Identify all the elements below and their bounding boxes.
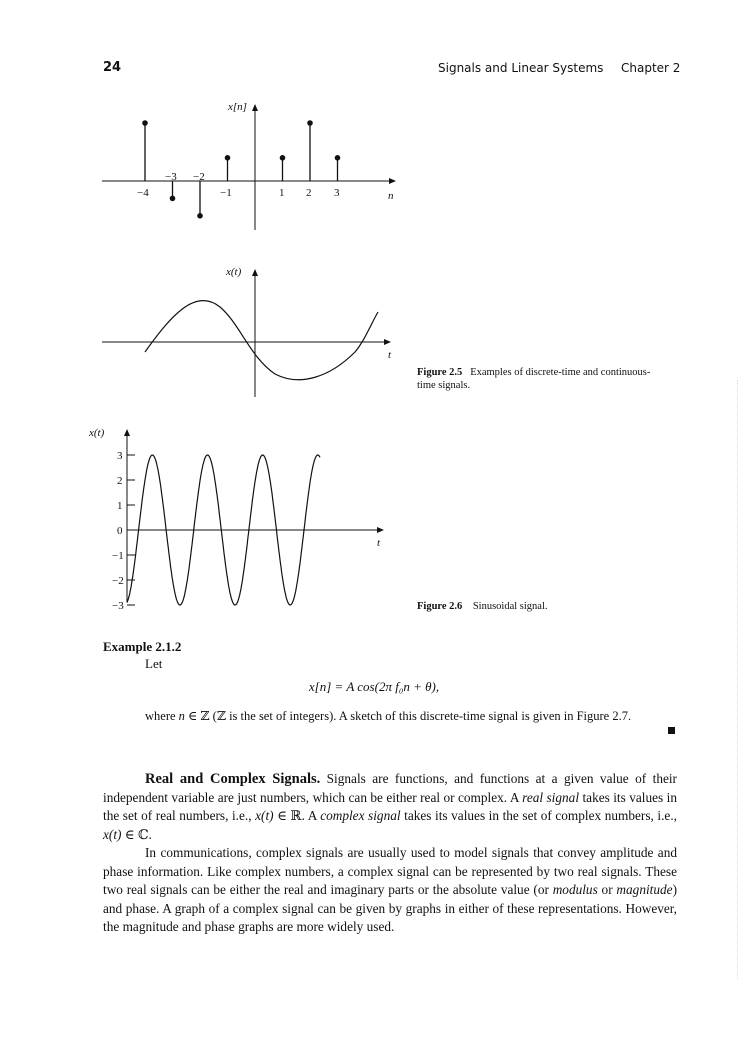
continuous-signal-curve (145, 301, 378, 380)
tick-label-n-4: −4 (137, 187, 149, 199)
stem-point (335, 155, 341, 161)
stem-point (197, 213, 203, 219)
example-title: Example 2.1.2 (103, 639, 182, 654)
continuous-signal-plot (100, 262, 400, 402)
tick-label-n3: 3 (334, 187, 340, 199)
discrete-signal-plot (100, 95, 400, 235)
chapter-label: Chapter 2 (621, 61, 681, 75)
example-equation: x[n] = A cos(2π f₀n + θ), (308, 679, 440, 694)
xt-ylabel: x(t) (226, 266, 242, 278)
sine-ylabel: x(t) (89, 427, 105, 439)
sine-ytick-3: 3 (117, 450, 123, 462)
paragraph-communications: In communications, complex signals are usually used to model signals that convey amplitude and phase information. Like complex numbers, a complex signal can be represented by two real signals. These two real signals can be either the real and imaginary parts or the absolute value (or modulus or magnitude) and phase. A graph of a complex signal can be given by graphs in either of these representations. However, the magnitude and phase graphs are more widely used. (103, 845, 677, 934)
sine-xlabel: t (377, 537, 381, 549)
margin-dots (737, 380, 739, 980)
figure-2-6-label: Figure 2.6 (417, 601, 463, 612)
paragraph-real-complex: Real and Complex Signals. Signals are functions, and functions at a given value of their independent variable are just numbers, which can be either real or complex. A real signal takes its values in the set of real numbers, i.e., x(t) ∈ ℝ. A complex signal takes its values in the set of complex numbers, i.e., x(t) ∈ ℂ. (103, 771, 678, 842)
sine-ytick-m3: −3 (112, 600, 124, 612)
stem-point (225, 155, 231, 161)
xn-ylabel: x[n] (228, 101, 247, 113)
t-xlabel: t (388, 349, 392, 361)
figure-2-5-text: Examples of discrete-time and continuous-time signals. (417, 367, 651, 391)
stem-point (307, 120, 313, 126)
tick-label-n-3: −3 (165, 171, 177, 183)
tick-label-n2: 2 (306, 187, 312, 199)
example-body: where n ∈ ℤ (ℤ is the set of integers). A sketch of this discrete-time signal is given in Figure 2.7. (145, 709, 632, 723)
n-xlabel: n (388, 190, 394, 202)
tick-label-n1: 1 (279, 187, 285, 199)
tick-label-n-2: −2 (193, 171, 205, 183)
sine-ytick-2: 2 (117, 475, 123, 487)
sine-ytick-m1: −1 (112, 550, 124, 562)
figure-2-5-label: Figure 2.5 (417, 367, 463, 378)
end-of-example-mark (668, 727, 675, 734)
sine-ytick-0: 0 (117, 525, 123, 537)
stem-point (142, 120, 148, 126)
figure-2-6-caption (417, 600, 547, 613)
figure-2-6-text: Sinusoidal signal. (472, 601, 548, 612)
stem-marks (142, 120, 340, 218)
tick-label-n-1: −1 (220, 187, 232, 199)
example-let: Let (145, 656, 163, 671)
running-title: Signals and Linear Systems (438, 61, 604, 75)
sine-ytick-1: 1 (117, 500, 123, 512)
page-number: 24 (103, 60, 122, 75)
section-heading: Real and Complex Signals. (145, 771, 321, 787)
figure-2-5-caption (417, 366, 657, 392)
stem-point (280, 155, 286, 161)
sinusoidal-signal-plot (89, 422, 395, 612)
stem-point (170, 196, 176, 202)
sine-ytick-m2: −2 (112, 575, 124, 587)
